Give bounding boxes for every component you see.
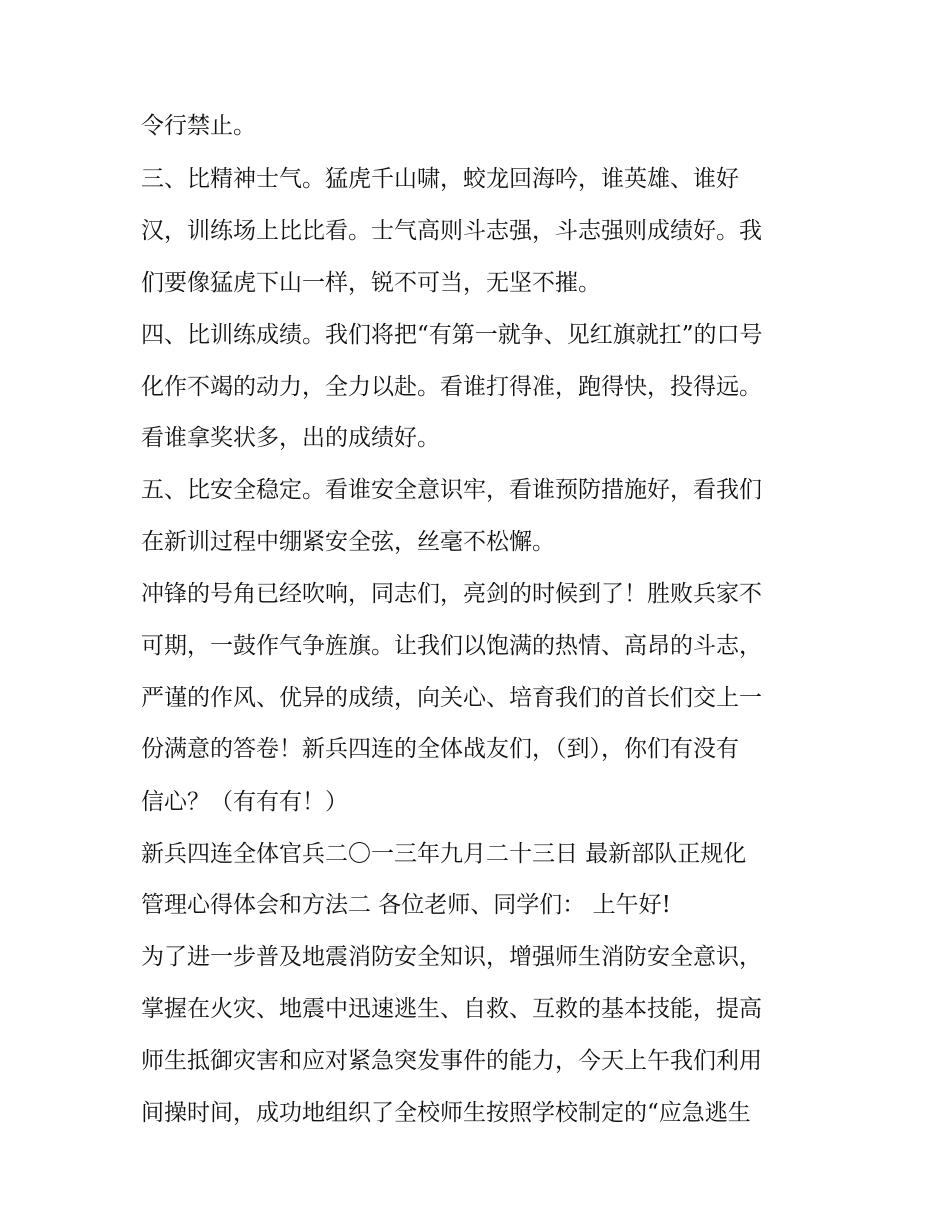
text-line: 四、比训练成绩。我们将把“有第一就争、见红旗就扛”的口号 [141,322,763,348]
text-line: 们要像猛虎下山一样，锐不可当，无坚不摧。 [141,270,601,296]
text-line: 五、比安全稳定。看谁安全意识牢，看谁预防措施好，看我们 [141,477,762,503]
text-line: 信心？（有有有！） [141,789,348,815]
text-line: 师生抵御灾害和应对紧急突发事件的能力，今天上午我们利用 [141,1048,762,1074]
text-line: 管理心得体会和方法二 各位老师、同学们： 上午好! [141,892,671,918]
text-line: 间操时间，成功地组织了全校师生按照学校制定的“应急逃生 [141,1100,751,1126]
text-line: 份满意的答卷！新兵四连的全体战友们，（到），你们有没有 [141,736,739,762]
text-line: 汉，训练场上比比看。士气高则斗志强，斗志强则成绩好。我 [141,218,762,244]
text-line: 掌握在火灾、地震中迅速逃生、自救、互救的基本技能，提高 [141,996,762,1022]
text-line: 三、比精神士气。猛虎千山啸，蛟龙回海吟，谁英雄、谁好 [141,166,739,192]
text-line: 冲锋的号角已经吹响，同志们，亮剑的时候到了！胜败兵家不 [141,581,762,607]
text-line: 可期，一鼓作气争旌旗。让我们以饱满的热情、高昂的斗志， [141,633,762,659]
text-line: 化作不竭的动力，全力以赴。看谁打得准，跑得快，投得远。 [141,374,762,400]
text-line: 为了进一步普及地震消防安全知识，增强师生消防安全意识， [141,944,762,970]
text-line: 在新训过程中绷紧安全弦，丝毫不松懈。 [141,529,555,555]
text-line: 令行禁止。 [141,113,256,139]
text-line: 看谁拿奖状多，出的成绩好。 [141,425,440,451]
text-line: 严谨的作风、优异的成绩，向关心、培育我们的首长们交上一 [141,685,762,711]
text-line: 新兵四连全体官兵二〇一三年九月二十三日 最新部队正规化 [141,841,747,867]
